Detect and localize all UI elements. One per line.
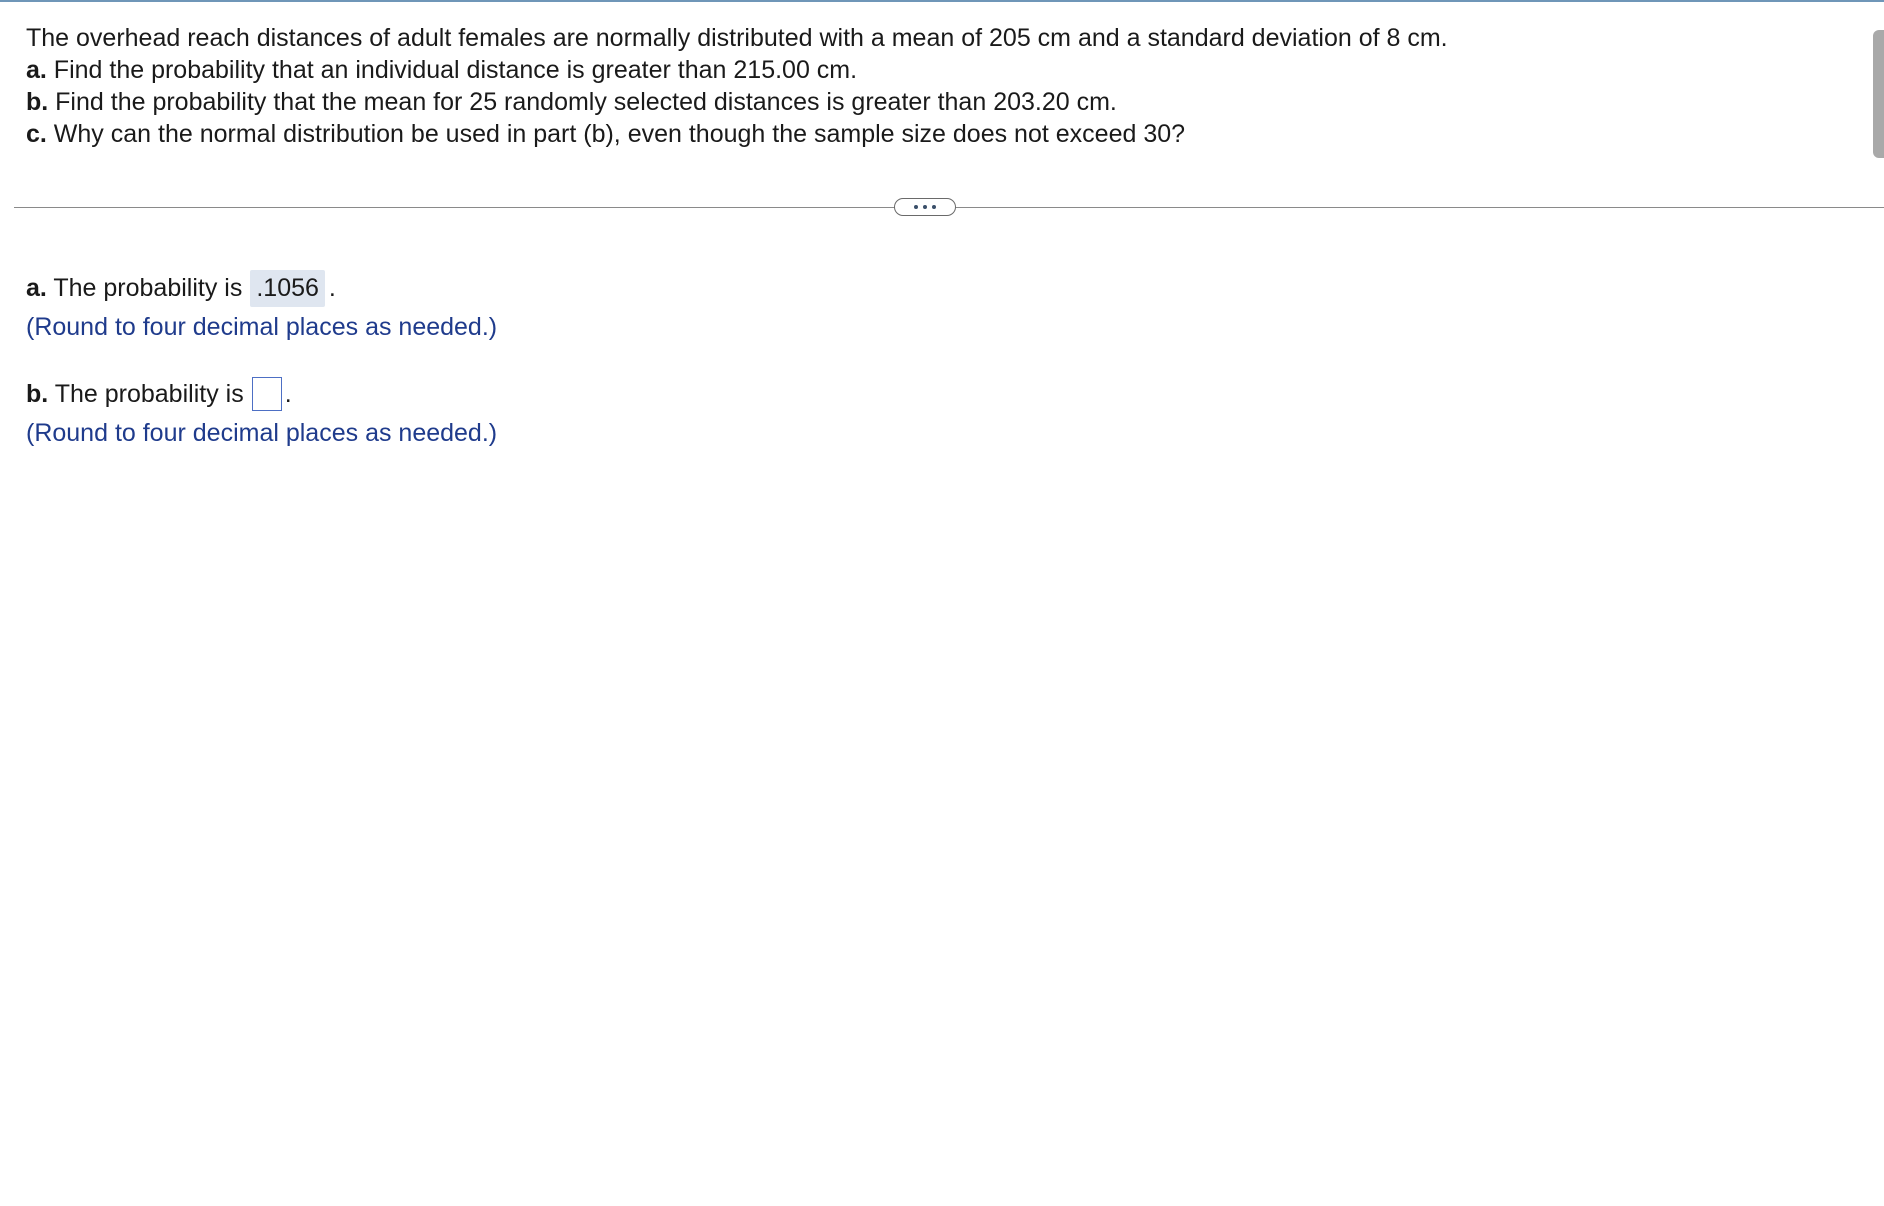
answer-b-hint: (Round to four decimal places as needed.) bbox=[26, 418, 498, 447]
part-text: Find the probability that an individual distance is greater than 215.00 cm. bbox=[46, 56, 858, 84]
question-intro: The overhead reach distances of adult females are normally distributed with a mean of 205 cm and a standard deviation of 8 cm. bbox=[26, 24, 1448, 52]
part-label: a. bbox=[26, 56, 47, 84]
answer-a-value[interactable]: .1056 bbox=[250, 270, 325, 307]
scrollbar-thumb[interactable] bbox=[1873, 30, 1884, 158]
answer-a-suffix: . bbox=[328, 273, 336, 302]
answer-b-input[interactable] bbox=[252, 377, 282, 411]
part-label: c. bbox=[26, 120, 47, 148]
answer-b-label: b. bbox=[26, 379, 49, 408]
part-text: Find the probability that the mean for 25 randomly selected distances is greater than 203.20 cm. bbox=[48, 88, 1117, 116]
question-part-b bbox=[26, 86, 1826, 118]
question-part-c bbox=[26, 118, 1826, 150]
ellipsis-icon bbox=[932, 205, 936, 209]
answer-a-label: a. bbox=[26, 273, 47, 302]
part-label: b. bbox=[26, 88, 49, 116]
answer-a-prefix: The probability is bbox=[46, 273, 243, 302]
ellipsis-icon bbox=[914, 205, 918, 209]
top-rule bbox=[0, 0, 1884, 2]
ellipsis-icon bbox=[923, 205, 927, 209]
answer-b-suffix: . bbox=[284, 379, 292, 408]
answer-a-line bbox=[26, 268, 497, 308]
question-part-a bbox=[26, 54, 1826, 86]
answer-b-line bbox=[26, 374, 497, 414]
answer-a-hint: (Round to four decimal places as needed.) bbox=[26, 312, 498, 341]
answer-section bbox=[26, 268, 497, 452]
part-text: Why can the normal distribution be used in part (b), even though the sample size does not exceed 30? bbox=[46, 120, 1186, 148]
question-text bbox=[26, 22, 1826, 150]
spacer bbox=[26, 346, 497, 374]
answer-b-prefix: The probability is bbox=[48, 379, 244, 408]
expand-question-button[interactable] bbox=[894, 198, 956, 216]
